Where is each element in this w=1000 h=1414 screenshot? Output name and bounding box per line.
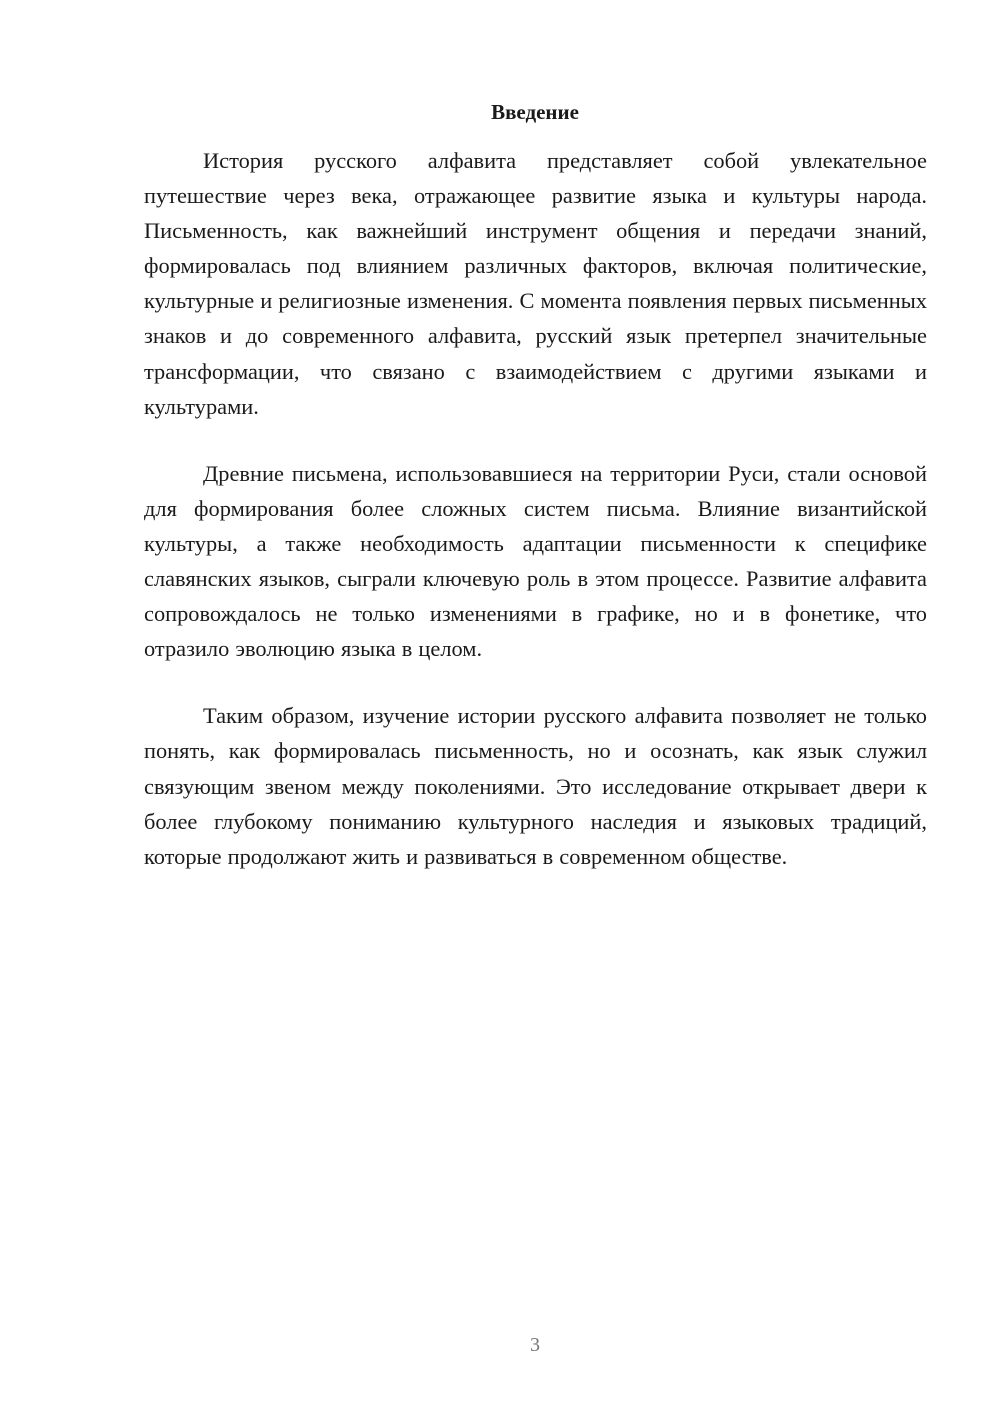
body-text xyxy=(144,143,927,906)
section-heading: Введение xyxy=(491,100,579,124)
paragraph-1: История русского алфавита представляет собой увлекательное путешествие через века, отражающее развитие языка и культуры народа. Письменность, как важнейший инструмент общения и передачи знаний, формировалась под влиянием различных факторов, включая политические, культурные и религиозные изменения. С момента появления первых письменных знаков и до современного алфавита, русский язык претерпел значительные трансформации, что связано с взаимодействием с другими языками и культурами. xyxy=(144,148,927,419)
paragraph-3: Таким образом, изучение истории русского алфавита позволяет не только понять, как формировалась письменность, но и осознать, как язык служил связующим звеном между поколениями. Это исследование открывает двери к более глубокому пониманию культурного наследия и языковых традиций, которые продолжают жить и развиваться в современном обществе. xyxy=(144,703,927,869)
paragraph-2: Древние письмена, использовавшиеся на территории Руси, стали основой для формирования более сложных систем письма. Влияние византийской культуры, а также необходимость адаптации письменности к специфике славянских языков, сыграли ключевую роль в этом процессе. Развитие алфавита сопровождалось не только изменениями в графике, но и в фонетике, что отразило эволюцию языка в целом. xyxy=(144,460,927,662)
page-number: 3 xyxy=(530,1334,540,1356)
